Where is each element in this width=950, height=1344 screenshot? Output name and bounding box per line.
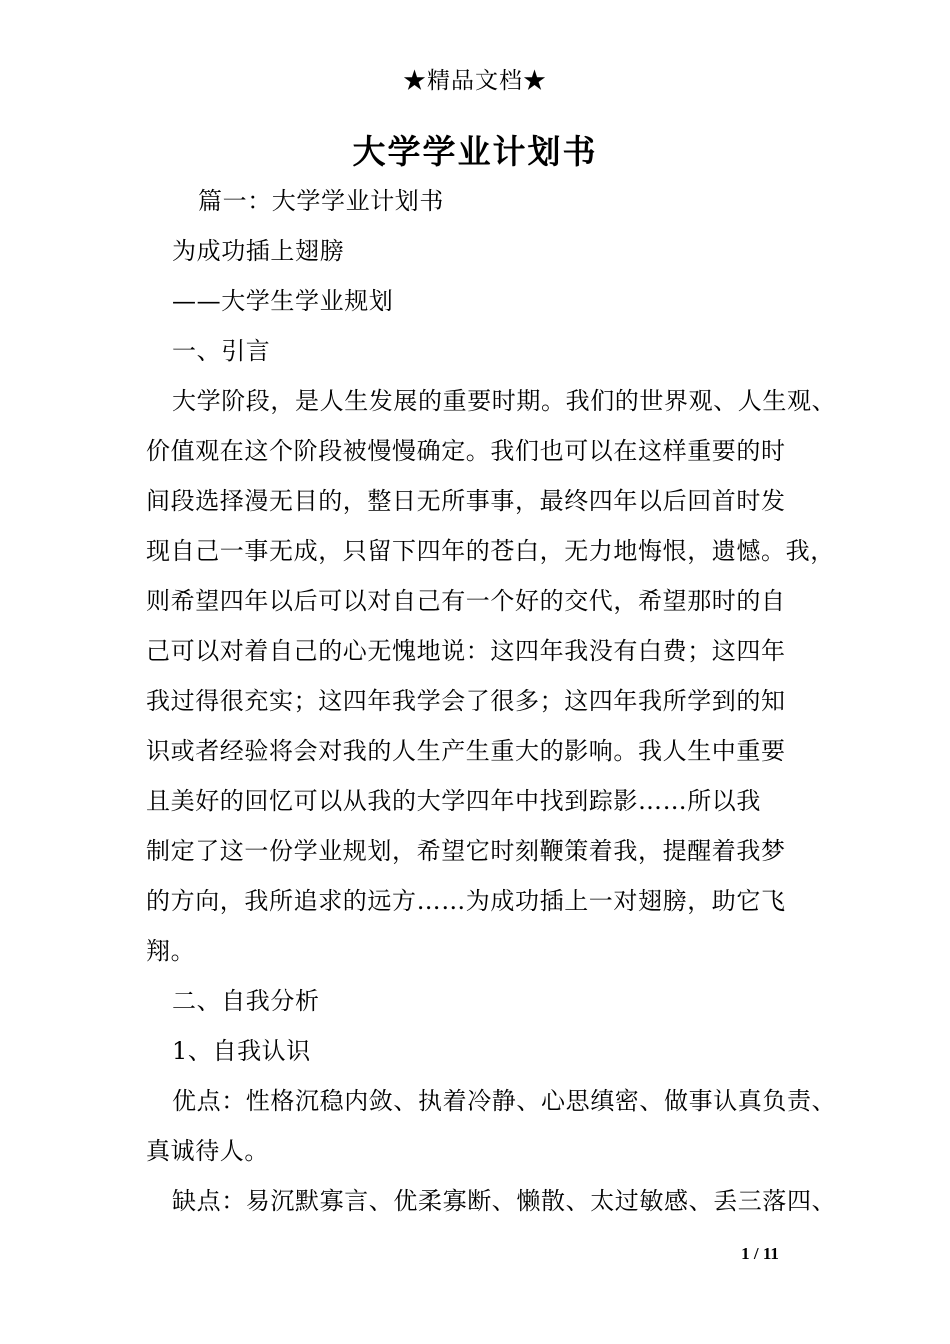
paragraph-line: 己可以对着自己的心无愧地说：这四年我没有白费；这四年: [146, 637, 786, 665]
subtitle-line: 为成功插上翅膀: [172, 237, 345, 265]
paragraph-line: 真诚待人。: [146, 1137, 269, 1165]
subtitle-line: ——大学生学业规划: [172, 287, 394, 315]
subsection-heading: 1、自我认识: [172, 1037, 311, 1065]
paragraph-line: 现自己一事无成，只留下四年的苍白，无力地悔恨，遗憾。我，: [146, 537, 835, 565]
paragraph-line: 优点：性格沉稳内敛、执着冷静、心思缜密、做事认真负责、: [172, 1087, 837, 1115]
paragraph-line: 大学阶段，是人生发展的重要时期。我们的世界观、人生观、: [172, 387, 837, 415]
paragraph-line: 价值观在这个阶段被慢慢确定。我们也可以在这样重要的时: [146, 437, 786, 465]
section-heading: 二、自我分析: [172, 987, 320, 1015]
page-header-label: ★精品文档★: [403, 68, 547, 94]
paragraph-line: 间段选择漫无目的，整日无所事事，最终四年以后回首时发: [146, 487, 786, 515]
paragraph-line: 则希望四年以后可以对自己有一个好的交代，希望那时的自: [146, 587, 786, 615]
paragraph-line: 识或者经验将会对我的人生产生重大的影响。我人生中重要: [146, 737, 786, 765]
document-title: 大学学业计划书: [352, 132, 598, 171]
paragraph-line: 制定了这一份学业规划，希望它时刻鞭策着我，提醒着我梦: [146, 837, 786, 865]
paragraph-line: 翔。: [146, 937, 196, 965]
section-heading: 篇一：大学学业计划书: [198, 187, 444, 215]
paragraph-line: 缺点：易沉默寡言、优柔寡断、懒散、太过敏感、丢三落四、: [172, 1187, 837, 1215]
page-number: 1 / 11: [741, 1244, 779, 1263]
paragraph-line: 且美好的回忆可以从我的大学四年中找到踪影……所以我: [146, 787, 761, 815]
paragraph-line: 的方向，我所追求的远方……为成功插上一对翅膀，助它飞: [146, 887, 786, 915]
paragraph-line: 我过得很充实；这四年我学会了很多；这四年我所学到的知: [146, 687, 786, 715]
section-heading: 一、引言: [172, 337, 271, 365]
